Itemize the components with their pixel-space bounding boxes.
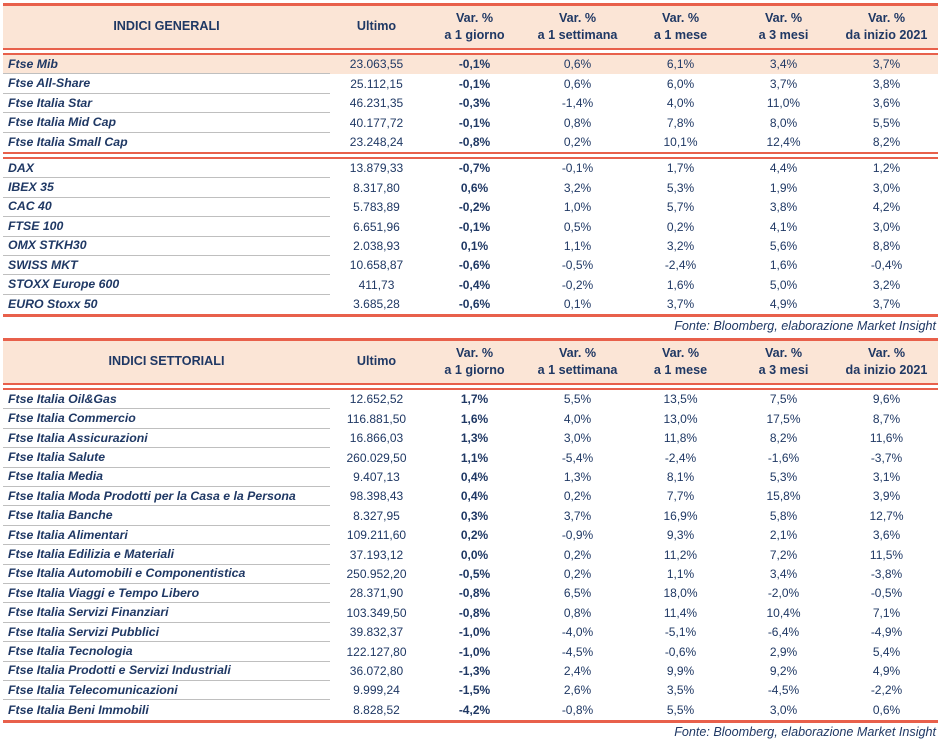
var-1m-value: 4,0% [666, 96, 695, 111]
var-1g-value: 0,1% [460, 238, 489, 253]
var-header-line1: Var. % [455, 11, 494, 26]
ultimo-value: 37.193,12 [349, 547, 404, 562]
index-row [3, 623, 938, 642]
var-header-line1: Var. % [764, 11, 803, 26]
var-header-line1: Var. % [661, 11, 700, 26]
var-1g-value: 0,3% [460, 508, 489, 523]
column-header-var-ytd [835, 341, 938, 383]
var-3m-value: 5,3% [769, 470, 798, 485]
index-name: Ftse Italia Viaggi e Tempo Libero [3, 584, 330, 603]
var-header-line1: Var. % [455, 346, 494, 361]
index-row [3, 506, 938, 525]
index-row [3, 94, 938, 113]
index-row [3, 217, 938, 236]
var-header-line2: a 1 settimana [537, 362, 618, 377]
var-1g-value: 0,0% [460, 547, 489, 562]
ultimo-value: 260.029,50 [346, 450, 407, 465]
var-ytd-value: 8,2% [872, 134, 901, 149]
var-1m-value: 1,7% [666, 161, 695, 176]
var-1m-value: -2,4% [664, 258, 697, 273]
var-1s-value: -1,4% [561, 96, 594, 111]
var-1s-value: 1,1% [563, 238, 592, 253]
index-name: Ftse Mib [3, 55, 330, 74]
var-1s-value: -5,4% [561, 450, 594, 465]
var-3m-value: 4,9% [769, 297, 798, 312]
index-row [3, 487, 938, 506]
var-3m-value: 5,6% [769, 238, 798, 253]
index-name: Ftse Italia Mid Cap [3, 113, 330, 132]
ultimo-value: 40.177,72 [349, 115, 404, 130]
column-header-var-3m [732, 6, 835, 48]
var-1s-value: 0,8% [563, 605, 592, 620]
index-name: CAC 40 [3, 198, 330, 217]
index-group-2 [3, 159, 938, 314]
var-3m-value: 1,6% [769, 258, 798, 273]
var-3m-value: 3,4% [769, 566, 798, 581]
var-1s-value: 3,2% [563, 180, 592, 195]
var-1g-value: -0,5% [458, 566, 491, 581]
var-3m-value: 4,1% [769, 219, 798, 234]
var-3m-value: -2,0% [767, 586, 800, 601]
index-name: Ftse Italia Servizi Pubblici [3, 623, 330, 642]
var-1s-value: 5,5% [563, 392, 592, 407]
var-ytd-value: 3,6% [872, 96, 901, 111]
index-row [3, 642, 938, 661]
var-1s-value: 0,1% [563, 297, 592, 312]
var-ytd-value: 7,1% [872, 605, 901, 620]
var-1g-value: -0,6% [458, 258, 491, 273]
table-title: INDICI SETTORIALI [108, 354, 225, 369]
var-ytd-value: -3,8% [870, 566, 903, 581]
index-row [3, 390, 938, 409]
index-row [3, 545, 938, 564]
var-1s-value: 1,0% [563, 200, 592, 215]
var-ytd-value: 4,2% [872, 200, 901, 215]
var-1m-value: 9,3% [666, 528, 695, 543]
ultimo-value: 116.881,50 [346, 411, 407, 426]
ultimo-value: 12.652,52 [349, 392, 404, 407]
var-1m-value: 10,1% [663, 134, 698, 149]
var-3m-value: 2,9% [769, 644, 798, 659]
var-1m-value: 5,7% [666, 200, 695, 215]
column-header-ultimo: Ultimo [356, 19, 397, 34]
var-1g-value: -0,8% [458, 586, 491, 601]
index-row [3, 275, 938, 294]
var-1m-value: 9,9% [666, 663, 695, 678]
var-3m-value: 4,4% [769, 161, 798, 176]
var-ytd-value: 12,7% [869, 508, 904, 523]
ultimo-value: 3.685,28 [353, 297, 400, 312]
ultimo-value: 23.063,55 [349, 57, 404, 72]
index-row [3, 178, 938, 197]
var-ytd-value: 11,5% [869, 547, 904, 562]
var-1g-value: 0,6% [460, 180, 489, 195]
var-1g-value: 1,3% [460, 431, 489, 446]
var-1s-value: 0,6% [563, 76, 592, 91]
var-1s-value: 2,6% [563, 683, 592, 698]
var-ytd-value: 3,0% [872, 219, 901, 234]
column-header-var-ytd [835, 6, 938, 48]
ultimo-value: 13.879,33 [349, 161, 404, 176]
var-ytd-value: 3,6% [872, 528, 901, 543]
ultimo-value: 2.038,93 [353, 238, 400, 253]
var-1g-value: -0,7% [458, 161, 491, 176]
var-1g-value: -0,3% [458, 96, 491, 111]
index-name: EURO Stoxx 50 [8, 296, 98, 311]
var-1s-value: 0,2% [563, 134, 592, 149]
var-3m-value: 9,2% [769, 663, 798, 678]
var-1s-value: 3,0% [563, 431, 592, 446]
indici-settoriali-table [3, 338, 938, 723]
var-1g-value: 0,4% [460, 470, 489, 485]
ultimo-value: 16.866,03 [349, 431, 404, 446]
var-ytd-value: -4,9% [870, 625, 903, 640]
var-1s-value: -0,9% [561, 528, 594, 543]
var-1s-value: -0,2% [561, 277, 594, 292]
var-1g-value: 0,2% [460, 528, 489, 543]
index-row [3, 565, 938, 584]
var-ytd-value: 11,6% [869, 431, 904, 446]
var-3m-value: 5,8% [769, 508, 798, 523]
ultimo-value: 8.828,52 [353, 702, 400, 717]
var-3m-value: 2,1% [769, 528, 798, 543]
var-1s-value: -4,5% [561, 644, 594, 659]
source-note: Fonte: Bloomberg, elaborazione Market Insight [674, 724, 936, 739]
index-name: Ftse Italia Assicurazioni [3, 429, 330, 448]
var-ytd-value: 5,5% [872, 115, 901, 130]
var-1m-value: 3,7% [666, 297, 695, 312]
var-1s-value: -4,0% [561, 625, 594, 640]
index-name: Ftse Italia Edilizia e Materiali [3, 545, 330, 564]
index-row [3, 526, 938, 545]
var-3m-value: 8,2% [769, 431, 798, 446]
var-1s-value: -0,1% [561, 161, 594, 176]
var-header-line2: da inizio 2021 [845, 362, 928, 377]
var-3m-value: -1,6% [767, 450, 800, 465]
var-3m-value: 8,0% [769, 115, 798, 130]
var-1g-value: -1,5% [458, 683, 491, 698]
index-row [3, 237, 938, 256]
var-1m-value: -5,1% [664, 625, 697, 640]
var-1s-value: 0,5% [563, 219, 592, 234]
var-header-line1: Var. % [558, 11, 597, 26]
index-name: Ftse Italia Beni Immobili [8, 702, 149, 717]
var-1g-value: 1,7% [460, 392, 489, 407]
header-double-rule [3, 48, 938, 55]
ultimo-value: 98.398,43 [349, 489, 404, 504]
var-ytd-value: 8,7% [872, 411, 901, 426]
index-name: Ftse Italia Servizi Finanziari [3, 603, 330, 622]
var-header-line1: Var. % [867, 346, 906, 361]
column-header-var-1g [423, 6, 526, 48]
var-ytd-value: 8,8% [872, 238, 901, 253]
var-3m-value: 15,8% [766, 489, 801, 504]
var-ytd-value: -2,2% [870, 683, 903, 698]
index-name: FTSE 100 [3, 217, 330, 236]
index-name: Ftse Italia Alimentari [3, 526, 330, 545]
var-1m-value: 1,1% [666, 566, 695, 581]
var-3m-value: 5,0% [769, 277, 798, 292]
index-name: Ftse Italia Telecomunicazioni [3, 681, 330, 700]
var-1g-value: -0,1% [458, 115, 491, 130]
index-row [3, 448, 938, 467]
var-1m-value: 11,4% [663, 605, 698, 620]
var-1g-value: -1,3% [458, 663, 491, 678]
var-1m-value: 13,5% [663, 392, 698, 407]
ultimo-value: 25.112,15 [350, 76, 403, 91]
var-1m-value: 5,5% [666, 702, 695, 717]
var-3m-value: 7,2% [769, 547, 798, 562]
ultimo-value: 46.231,35 [349, 96, 404, 111]
var-1g-value: -0,2% [458, 200, 491, 215]
index-row [3, 133, 938, 152]
var-1m-value: 1,6% [666, 277, 695, 292]
index-row [3, 113, 938, 132]
var-ytd-value: 9,6% [872, 392, 901, 407]
var-1m-value: 18,0% [663, 586, 698, 601]
var-1m-value: 3,2% [666, 238, 695, 253]
index-row [3, 198, 938, 217]
index-name: Ftse Italia Moda Prodotti per la Casa e la Persona [3, 487, 330, 506]
ultimo-value: 122.127,80 [346, 644, 407, 659]
index-name: Ftse Italia Automobili e Componentistica [3, 565, 330, 584]
var-header-line2: a 1 mese [653, 362, 708, 377]
var-1g-value: -0,1% [458, 219, 491, 234]
var-1m-value: 11,8% [663, 431, 698, 446]
index-row [3, 159, 938, 178]
index-row [3, 662, 938, 681]
var-3m-value: 10,4% [766, 605, 801, 620]
var-ytd-value: 3,8% [872, 76, 901, 91]
var-header-line2: a 3 mesi [758, 362, 809, 377]
column-header-ultimo: Ultimo [356, 354, 397, 369]
ultimo-value: 23.248,24 [349, 134, 404, 149]
var-ytd-value: 3,7% [872, 57, 901, 72]
index-row [3, 603, 938, 622]
var-1g-value: 1,6% [460, 411, 489, 426]
ultimo-value: 9.999,24 [353, 683, 400, 698]
var-1g-value: 1,1% [460, 450, 489, 465]
index-name: Ftse All-Share [3, 74, 330, 93]
var-3m-value: -6,4% [767, 625, 800, 640]
ultimo-value: 109.211,60 [346, 528, 407, 543]
column-header-var-1m [629, 341, 732, 383]
var-1s-value: 2,4% [563, 663, 592, 678]
var-ytd-value: 0,6% [872, 702, 901, 717]
index-name: STOXX Europe 600 [3, 275, 330, 294]
source-note: Fonte: Bloomberg, elaborazione Market Insight [674, 319, 936, 334]
var-1m-value: 11,2% [663, 547, 698, 562]
var-1s-value: 0,8% [563, 115, 592, 130]
ultimo-value: 28.371,90 [349, 586, 404, 601]
index-name: Ftse Italia Oil&Gas [3, 390, 330, 409]
ultimo-value: 250.952,20 [346, 566, 407, 581]
index-name: OMX STKH30 [3, 237, 330, 256]
indici-generali-table [3, 3, 938, 317]
var-1s-value: 0,6% [563, 57, 592, 72]
var-ytd-value: 3,0% [872, 180, 901, 195]
var-header-line2: a 3 mesi [758, 27, 809, 42]
index-row [3, 700, 938, 719]
ultimo-value: 5.783,89 [353, 200, 400, 215]
column-header-var-1s [526, 6, 629, 48]
index-group-1 [3, 55, 938, 152]
var-1g-value: 0,4% [460, 489, 489, 504]
var-1g-value: -0,4% [458, 277, 491, 292]
var-1m-value: 6,1% [666, 57, 695, 72]
var-1m-value: 13,0% [663, 411, 698, 426]
var-1g-value: -0,6% [458, 297, 491, 312]
var-header-line2: da inizio 2021 [845, 27, 928, 42]
var-3m-value: 3,4% [769, 57, 798, 72]
ultimo-value: 8.327,95 [353, 508, 400, 523]
var-ytd-value: 3,2% [872, 277, 901, 292]
ultimo-value: 10.658,87 [349, 258, 404, 273]
var-ytd-value: -0,4% [870, 258, 903, 273]
index-name: Ftse Italia Banche [3, 506, 330, 525]
index-row [3, 256, 938, 275]
var-1s-value: 1,3% [563, 470, 592, 485]
var-ytd-value: 1,2% [872, 161, 901, 176]
var-3m-value: 3,0% [769, 702, 798, 717]
column-header-var-3m [732, 341, 835, 383]
var-1m-value: 3,5% [666, 683, 695, 698]
table-header-row [3, 341, 938, 383]
table-title: INDICI GENERALI [113, 19, 220, 34]
ultimo-value: 6.651,96 [353, 219, 400, 234]
var-3m-value: 3,7% [769, 76, 798, 91]
index-name: Ftse Italia Small Cap [8, 134, 128, 149]
index-name: Ftse Italia Star [3, 94, 330, 113]
var-1g-value: -0,1% [458, 76, 491, 91]
var-1s-value: 0,2% [563, 547, 592, 562]
group-double-rule [3, 152, 938, 159]
var-header-line2: a 1 giorno [444, 27, 505, 42]
var-1s-value: 6,5% [563, 586, 592, 601]
var-1g-value: -4,2% [458, 702, 491, 717]
var-3m-value: 3,8% [769, 200, 798, 215]
index-row [3, 681, 938, 700]
index-name: IBEX 35 [3, 178, 330, 197]
var-1m-value: -0,6% [664, 644, 697, 659]
index-group-1 [3, 390, 938, 720]
var-3m-value: -4,5% [767, 683, 800, 698]
column-header-var-1m [629, 6, 732, 48]
var-3m-value: 1,9% [769, 180, 798, 195]
ultimo-value: 36.072,80 [349, 663, 404, 678]
ultimo-value: 9.407,13 [353, 470, 400, 485]
column-header-var-1s [526, 341, 629, 383]
index-row [3, 584, 938, 603]
table-header-row [3, 6, 938, 48]
var-3m-value: 11,0% [766, 96, 801, 111]
index-name: Ftse Italia Media [3, 468, 330, 487]
var-1m-value: 7,7% [666, 489, 695, 504]
var-ytd-value: -3,7% [870, 450, 903, 465]
var-ytd-value: 4,9% [872, 663, 901, 678]
index-name: Ftse Italia Commercio [3, 409, 330, 428]
index-name: Ftse Italia Prodotti e Servizi Industriali [3, 662, 330, 681]
var-3m-value: 17,5% [766, 411, 801, 426]
var-1m-value: 0,2% [666, 219, 695, 234]
var-header-line2: a 1 mese [653, 27, 708, 42]
var-ytd-value: 3,1% [872, 470, 901, 485]
index-name: Ftse Italia Salute [3, 448, 330, 467]
var-header-line2: a 1 settimana [537, 27, 618, 42]
var-1g-value: -0,1% [458, 57, 491, 72]
var-header-line1: Var. % [661, 346, 700, 361]
var-1m-value: 6,0% [666, 76, 695, 91]
var-1s-value: 3,7% [563, 508, 592, 523]
ultimo-value: 103.349,50 [346, 605, 407, 620]
ultimo-value: 8.317,80 [353, 180, 400, 195]
var-1m-value: 8,1% [666, 470, 695, 485]
var-1s-value: 0,2% [563, 489, 592, 504]
var-1m-value: 7,8% [666, 115, 695, 130]
var-ytd-value: 3,9% [872, 489, 901, 504]
var-header-line2: a 1 giorno [444, 362, 505, 377]
var-1g-value: -1,0% [458, 644, 491, 659]
var-ytd-value: 3,7% [872, 297, 901, 312]
index-name: SWISS MKT [3, 256, 330, 275]
var-header-line1: Var. % [867, 11, 906, 26]
index-row [3, 55, 938, 74]
index-row [3, 468, 938, 487]
var-1m-value: 16,9% [663, 508, 698, 523]
var-1s-value: 4,0% [563, 411, 592, 426]
var-3m-value: 7,5% [769, 392, 798, 407]
var-1g-value: -0,8% [458, 605, 491, 620]
var-1s-value: -0,8% [561, 702, 594, 717]
var-1g-value: -1,0% [458, 625, 491, 640]
var-header-line1: Var. % [558, 346, 597, 361]
index-row [3, 74, 938, 93]
var-1m-value: 5,3% [666, 180, 695, 195]
index-row [3, 295, 938, 314]
header-double-rule [3, 383, 938, 390]
var-header-line1: Var. % [764, 346, 803, 361]
index-row [3, 429, 938, 448]
var-ytd-value: 5,4% [872, 644, 901, 659]
var-1s-value: 0,2% [563, 566, 592, 581]
ultimo-value: 411,73 [358, 277, 395, 292]
index-name: DAX [3, 159, 330, 178]
var-1s-value: -0,5% [561, 258, 594, 273]
index-row [3, 409, 938, 428]
index-name: Ftse Italia Tecnologia [3, 642, 330, 661]
var-3m-value: 12,4% [766, 134, 801, 149]
ultimo-value: 39.832,37 [349, 625, 404, 640]
column-header-var-1g [423, 341, 526, 383]
var-1g-value: -0,8% [458, 134, 491, 149]
var-1m-value: -2,4% [664, 450, 697, 465]
var-ytd-value: -0,5% [870, 586, 903, 601]
